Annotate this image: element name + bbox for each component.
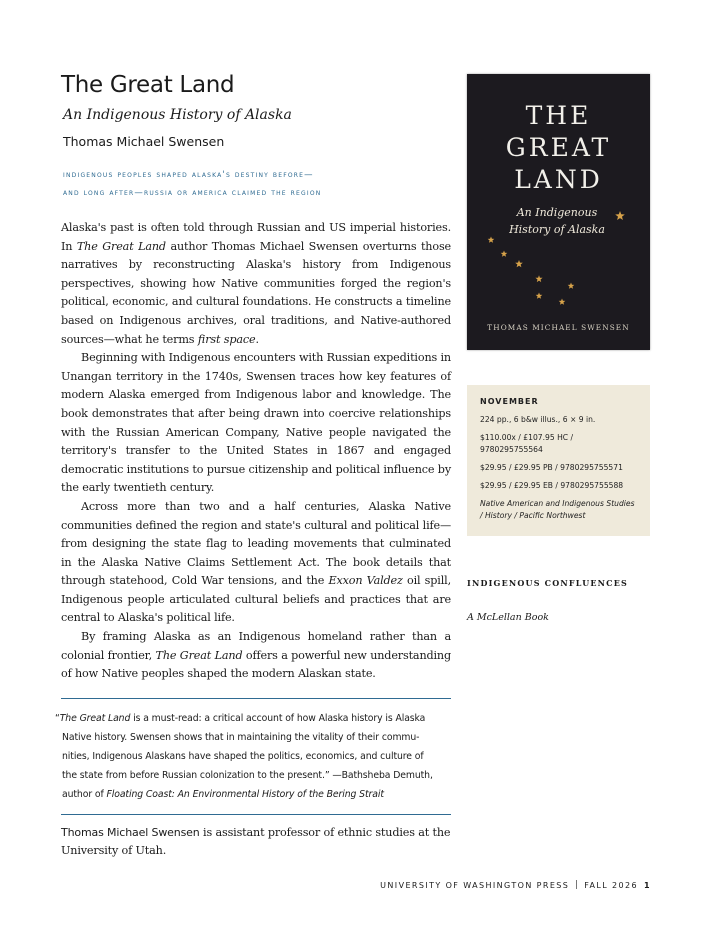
page-footer xyxy=(380,880,651,890)
imprint-name: A McLellan Book xyxy=(467,612,549,623)
endorser-book-title: Floating Coast: An Environmental History of the Bering Strait xyxy=(106,788,384,800)
book-cover-image xyxy=(467,74,650,350)
book-details-box xyxy=(467,385,650,536)
tagline xyxy=(63,165,451,201)
cover-subtitle: An Indigenous History of Alaska xyxy=(509,206,605,236)
ship-name: Exxon Valdez xyxy=(328,574,403,588)
book-title-ref: The Great Land xyxy=(59,712,131,724)
star-icon xyxy=(536,293,543,299)
star-icon xyxy=(568,283,575,289)
author-bio: Thomas Michael Swensen is assistant professor of ethnic studies at the University of Utah. xyxy=(61,825,451,858)
price-ebook: $29.95 / £29.95 EB / 9780295755588 xyxy=(480,481,624,490)
star-icon xyxy=(488,237,495,243)
star-icon xyxy=(501,251,508,257)
price-hardcover: $110.00x / £107.95 HC / 9780295755564 xyxy=(480,433,574,454)
book-title-ref: The Great Land xyxy=(155,648,243,662)
term-first-space: first space xyxy=(197,332,256,346)
book-author: Thomas Michael Swensen xyxy=(63,134,225,149)
book-subtitle: An Indigenous History of Alaska xyxy=(63,107,292,123)
page-number: 1 xyxy=(644,881,651,890)
star-icon xyxy=(535,275,542,282)
main-column xyxy=(55,72,452,861)
price-paperback: $29.95 / £29.95 PB / 9780295755571 xyxy=(480,463,623,472)
description-paragraph: Across more than two and a half centuries, Alaska Native communities defined the region and state's cultural and political life—from designing the state flag to leading movements that culminated in the Alaska Native Claims Settlement Act. The book details that through statehood, Cold War tensions, and the Exxon Valdez oil spill, Indigenous people articulated cultural beliefs and practices that are central to Alaska's political life. xyxy=(61,499,451,625)
tagline-line: and long after—russia or america claimed the region xyxy=(63,187,322,197)
publisher-name: UNIVERSITY OF WASHINGTON PRESS xyxy=(380,881,570,890)
cover-author: THOMAS MICHAEL SWENSEN xyxy=(487,323,630,332)
star-icon xyxy=(515,260,523,267)
description-paragraph: Beginning with Indigenous encounters with Russian expeditions in Unangan territory in the 1740s, Swensen traces how key features of modern Alaska emerged from Indigenous labor and knowledge. The book demonstrates that after being drawn into coercive relationships with the Russian American Company, Native people navigated the territory's transfer to the United States in 1867 and engaged democratic institutions to pursue citizenship and political influence by the early twentieth century. xyxy=(61,351,451,495)
endorsement-quote: “The Great Land is a must-read: a critical account of how Alaska history is Alaska Native history. Swensen shows that in maintaining the vitality of their commu- nities, Indigenous Alaskans have shaped the politics, economics, and culture of the state from before Russian colonization to the present.” —Bathsheba Demuth, author of Floating Coast: An Environmental History of the Bering Strait xyxy=(55,712,433,800)
tagline-line: indigenous peoples shaped alaska's destiny before— xyxy=(63,169,314,179)
pub-month: NOVEMBER xyxy=(480,397,539,406)
cover-title: THE GREAT LAND xyxy=(505,101,612,194)
description-paragraph: By framing Alaska as an Indigenous homeland rather than a colonial frontier, The Great Land offers a powerful new understanding of how Native peoples shaped the modern Alaskan state. xyxy=(61,630,452,681)
description xyxy=(61,219,451,684)
book-title-ref: The Great Land xyxy=(76,239,166,253)
divider xyxy=(61,698,451,699)
page-count: 224 pp., 6 b&w illus., 6 × 9 in. xyxy=(480,415,596,424)
divider xyxy=(61,814,451,815)
subject-categories: Native American and Indigenous Studies / History / Pacific Northwest xyxy=(480,499,635,520)
book-title: The Great Land xyxy=(61,72,235,98)
catalog-season: FALL 2026 xyxy=(584,881,639,890)
star-icon xyxy=(559,299,566,305)
author-bio-name: Thomas Michael Swensen xyxy=(61,825,200,839)
description-paragraph: Alaska's past is often told through Russian and US imperial histories. In The Great Land author Thomas Michael Swensen overturns those narratives by reconstructing Alaska's history from Indigenous perspectives, showing how Native communities forged the region's political, economic, and cultural foundations. He constructs a timeline based on Indigenous archives, oral traditions, and Native-authored sources—what he terms first space. xyxy=(61,221,451,346)
series-name: INDIGENOUS CONFLUENCES xyxy=(467,578,629,588)
footer-separator xyxy=(576,880,577,889)
